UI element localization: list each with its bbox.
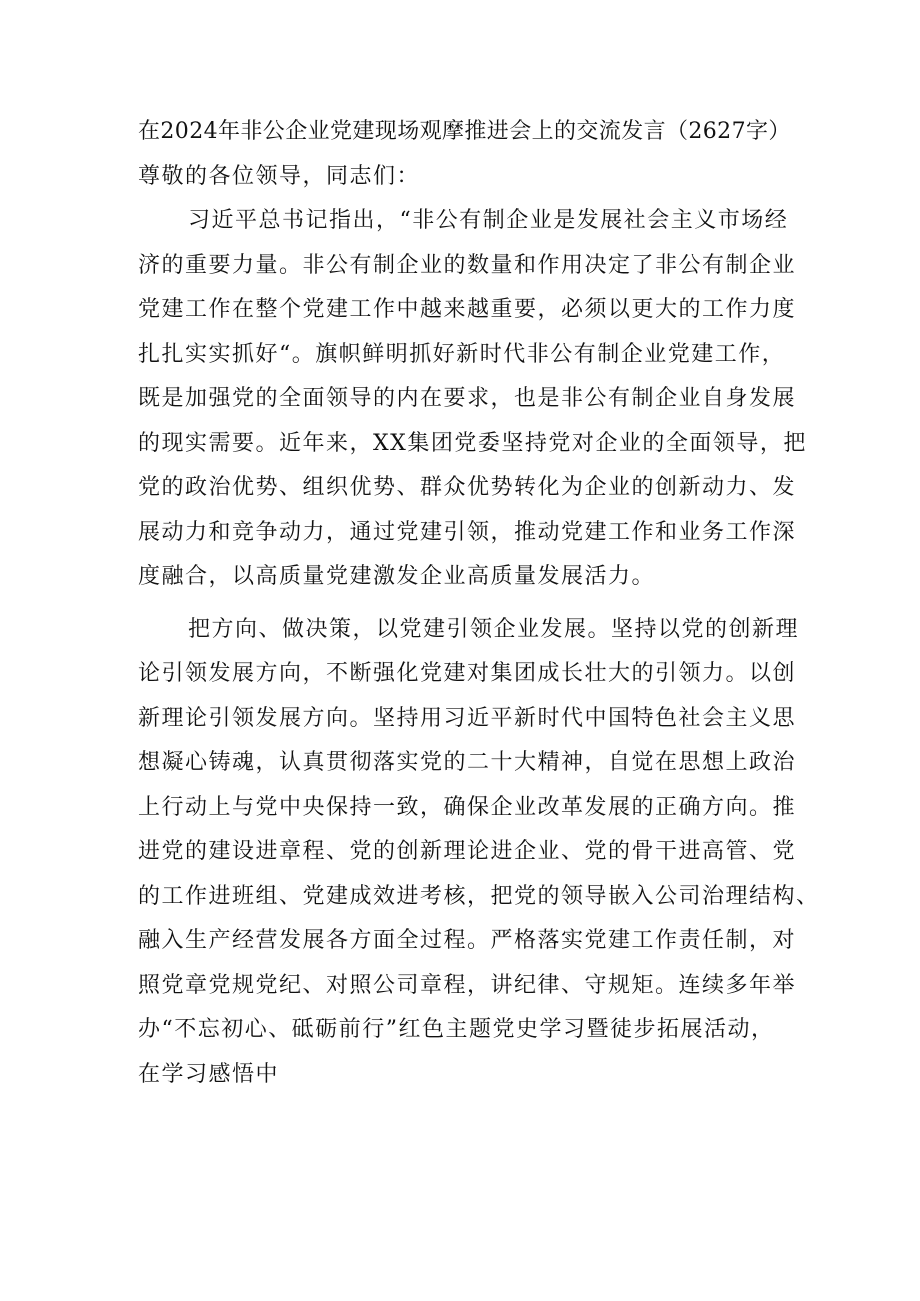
document-title: 在2024年非公企业党建现场观摩推进会上的交流发言（2627字） [138, 119, 791, 144]
paragraph-line: 展动力和竞争动力，通过党建引领，推动党建工作和业务工作深 [138, 519, 797, 545]
paragraph-line: 新理论引领发展方向。坚持用习近平新时代中国特色社会主义思 [138, 705, 797, 731]
paragraph-line: 的现实需要。近年来，XX集团党委坚持党对企业的全面领导，把 [138, 430, 807, 456]
paragraph-line: 度融合，以高质量党建激发企业高质量发展活力。 [138, 564, 656, 589]
paragraph-line: 进党的建设进章程、党的创新理论进企业、党的骨干进高管、党 [138, 839, 797, 864]
paragraph-line: 党的政治优势、组织优势、群众优势转化为企业的创新动力、发 [138, 475, 797, 500]
paragraph-line: 的工作进班组、党建成效进考核，把党的领导嵌入公司治理结构、 [138, 883, 820, 909]
paragraph-line: 把方向、做决策，以党建引领企业发展。坚持以党的创新理 [188, 616, 800, 642]
paragraph-2 [138, 608, 820, 1098]
paragraph-line: 办“不忘初心、砥砺前行”红色主题党史学习暨徒步拓展活动， [138, 1017, 775, 1042]
paragraph-line: 论引领发展方向，不断强化党建对集团成长壮大的引领力。以创 [138, 661, 797, 686]
paragraph-line: 上行动上与党中央保持一致，确保企业改革发展的正确方向。推 [138, 794, 797, 820]
paragraph-line: 扎扎实实抓好“。旗帜鲜明抓好新时代非公有制企业党建工作， [138, 341, 786, 367]
paragraph-line: 习近平总书记指出，“非公有制企业是发展社会主义市场经 [188, 208, 789, 233]
paragraph-line: 想凝心铸魂，认真贯彻落实党的二十大精神，自觉在思想上政治 [138, 750, 797, 775]
document-body [138, 110, 820, 1097]
greeting: 尊敬的各位领导，同志们： [138, 163, 421, 189]
paragraph-line: 融入生产经营发展各方面全过程。严格落实党建工作责任制，对 [138, 928, 797, 953]
paragraph-line: 济的重要力量。非公有制企业的数量和作用决定了非公有制企业 [138, 252, 797, 278]
paragraph-line: 在学习感悟中 [138, 1061, 280, 1087]
paragraph-line: 既是加强党的全面领导的内在要求，也是非公有制企业自身发展 [138, 386, 797, 411]
paragraph-1 [138, 199, 807, 600]
paragraph-line: 党建工作在整个党建工作中越来越重要，必须以更大的工作力度 [138, 297, 797, 322]
paragraph-line: 照党章党规党纪、对照公司章程，讲纪律、守规矩。连续多年举 [138, 972, 797, 998]
